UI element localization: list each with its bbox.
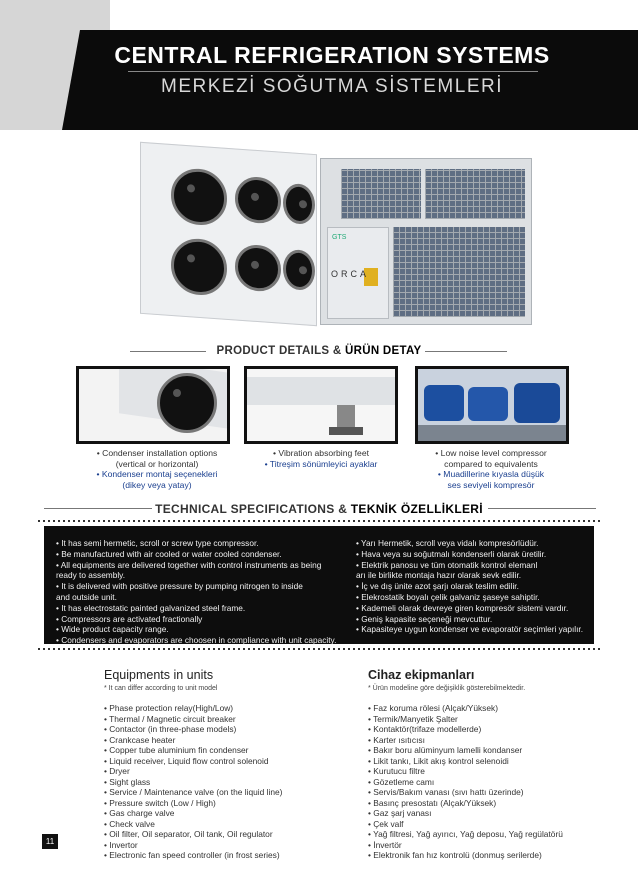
caption-tr: • Titreşim sönümleyici ayaklar	[264, 458, 378, 469]
brand-logo: GTS	[332, 234, 347, 241]
equipments-note-en: * It can differ according to unit model	[104, 685, 218, 692]
fan-icon	[171, 237, 227, 297]
fan-icon	[235, 243, 281, 292]
detail-image-feet	[244, 366, 398, 444]
dotted-border-bottom	[38, 648, 600, 650]
spec-line: and outside unit.	[56, 591, 117, 602]
spec-line: • Geniş kapasite seçeneği mevcuttur.	[356, 613, 493, 624]
page-subtitle: MERKEZİ SOĞUTMA SİSTEMLERİ	[161, 76, 503, 97]
fan-icon	[157, 373, 217, 433]
fan-icon	[235, 175, 281, 224]
caption-tr-2: (dikey veya yatay)	[122, 479, 192, 490]
list-item: • Likit tankı, Likit akış kontrol selenoidi	[368, 755, 509, 766]
equipments-note-tr: * Ürün modeline göre değişiklik gösterebilmektedir.	[368, 685, 526, 692]
list-item: • Copper tube aluminium fin condenser	[104, 745, 249, 755]
list-item: • Sight glass	[104, 776, 151, 787]
equipments-title-en: Equipments in units	[104, 668, 214, 682]
equipments-list-tr	[368, 703, 563, 861]
wire-mesh-panel	[341, 169, 421, 219]
caption-tr: • Kondenser montaj seçenekleri	[96, 469, 218, 479]
list-item: • İnvertör	[368, 839, 402, 850]
list-item: • Dryer	[104, 766, 130, 776]
spec-line: • It has electrostatic painted galvanized steel frame.	[56, 602, 246, 613]
detail-image-compressors	[415, 366, 569, 444]
caption-en-2: compared to equivalents	[444, 458, 538, 469]
list-item: • Service / Maintenance valve (on the liquid line)	[104, 787, 283, 797]
list-item: • Kurutucu filtre	[368, 766, 425, 776]
product-details-heading	[0, 345, 638, 357]
list-item: • Elektronik fan hız kontrolü (donmuş serilerde)	[368, 850, 542, 860]
spec-line: • Condensers and evaporators are choosen in compliance with unit capacity.	[56, 635, 337, 646]
list-item: • Invertor	[104, 839, 138, 850]
spec-line: ready to assembly.	[56, 570, 126, 581]
list-item: • Pressure switch (Low / High)	[104, 797, 216, 808]
refrigeration-unit-image	[320, 158, 532, 325]
caption-tr: • Muadillerine kıyasla düşük	[437, 469, 545, 479]
page-number: 11	[42, 834, 58, 849]
list-item: • Gözetleme camı	[368, 776, 435, 787]
list-item: • Kontaktör(trifaze modellerde)	[368, 724, 482, 734]
equipments-title-tr: Cihaz ekipmanları	[368, 668, 475, 682]
heading-rule-right	[425, 351, 507, 352]
spec-line: • Hava veya su soğutmalı kondenserli olarak üretilir.	[356, 548, 547, 559]
spec-line: • Compressors are activated fractionally	[56, 613, 203, 624]
list-item: • Liquid receiver, Liquid flow control solenoid	[104, 755, 269, 766]
technical-specs-heading	[0, 502, 638, 516]
caption-en-2: (vertical or horizontal)	[115, 458, 199, 469]
list-item: • Karter ısıtıcısı	[368, 734, 425, 745]
list-item: • Gas charge valve	[104, 808, 175, 818]
product-photo	[130, 140, 530, 340]
list-item: • Contactor (in three-phase models)	[104, 724, 237, 734]
caption-en: • Vibration absorbing feet	[272, 448, 369, 458]
list-item: • Phase protection relay(High/Low)	[104, 703, 234, 713]
caption-feet	[244, 448, 398, 469]
list-item: • Thermal / Magnetic circuit breaker	[104, 713, 236, 724]
spec-line: • Yarı Hermetik, scroll veya vidalı kompresörlüdür.	[356, 538, 539, 548]
spec-line: • It has semi hermetic, scroll or screw type compressor.	[56, 538, 259, 548]
heading-tr: TEKNİK ÖZELLİKLERİ	[350, 502, 483, 516]
list-item: • Servis/Bakım vanası (sıvı hattı üzerinde)	[368, 787, 524, 797]
heading-en: PRODUCT DETAILS &	[216, 345, 342, 357]
list-item: • Crankcase heater	[104, 734, 176, 745]
caption-en: • Low noise level compressor	[435, 448, 547, 458]
heading-tr: ÜRÜN DETAY	[345, 345, 422, 357]
heading-en: TECHNICAL SPECIFICATIONS &	[155, 502, 348, 516]
spec-line: • Wide product capacity range.	[56, 624, 169, 635]
caption-condenser	[82, 448, 232, 490]
caption-en: • Condenser installation options	[96, 448, 218, 458]
spec-line: • Kapasiteye uygun kondenser ve evaporatör seçimleri yapılır.	[356, 624, 584, 635]
spec-line: • İç ve dış ünite azot şarjı olarak teslim edilir.	[356, 581, 519, 592]
spec-line: arı ile birlikte montaja hazır olarak sevk edilir.	[356, 570, 522, 581]
spec-line: • Be manufactured with air cooled or water cooled condenser.	[56, 548, 282, 559]
specs-list-en	[56, 538, 336, 646]
spec-line: • All equipments are delivered together with control instruments as being	[56, 559, 322, 570]
title-divider	[128, 71, 538, 72]
list-item: • Bakır boru alüminyum lamelli kondanser	[368, 745, 523, 755]
list-item: • Çek valf	[368, 818, 404, 829]
spec-line: • Elekrostatik boyalı çelik galvaniz şaseye sahiptir.	[356, 591, 540, 602]
spec-line: • It is delivered with positive pressure by pumping nitrogen to inside	[56, 581, 303, 592]
list-item: • Yağ filtresi, Yağ ayırıcı, Yağ deposu, Yağ regülatörü	[368, 829, 563, 839]
list-item: • Gaz şarj vanası	[368, 808, 432, 818]
caption-compressor	[416, 448, 566, 490]
fan-icon	[283, 249, 315, 291]
detail-image-condenser	[76, 366, 230, 444]
wire-mesh-panel	[425, 169, 525, 219]
list-item: • Oil filter, Oil separator, Oil tank, Oil regulator	[104, 829, 273, 839]
fan-icon	[283, 183, 315, 225]
list-item: • Faz koruma rölesi (Alçak/Yüksek)	[368, 703, 498, 713]
list-item: • Check valve	[104, 818, 155, 829]
wire-mesh-panel	[393, 227, 525, 317]
fan-icon	[171, 167, 227, 227]
list-item: • Electronic fan speed controller (in frost series)	[104, 850, 280, 860]
list-item: • Basınç presostatı (Alçak/Yüksek)	[368, 797, 497, 808]
spec-line: • Elektrik panosu ve tüm otomatik kontrol elemanl	[356, 559, 538, 570]
equipments-list-en	[104, 703, 282, 861]
dotted-border-top	[38, 520, 600, 522]
caption-tr-2: ses seviyeli kompresör	[447, 479, 535, 490]
brand-label: ORCA	[331, 269, 370, 279]
condenser-unit-image	[140, 142, 317, 326]
list-item: • Termik/Manyetik Şalter	[368, 713, 458, 724]
page-title: CENTRAL REFRIGERATION SYSTEMS	[114, 42, 550, 68]
spec-line: • Kademeli olarak devreye giren kompresör sistemi vardır.	[356, 602, 569, 613]
specs-list-tr	[356, 538, 583, 635]
heading-rule-right	[488, 508, 596, 509]
